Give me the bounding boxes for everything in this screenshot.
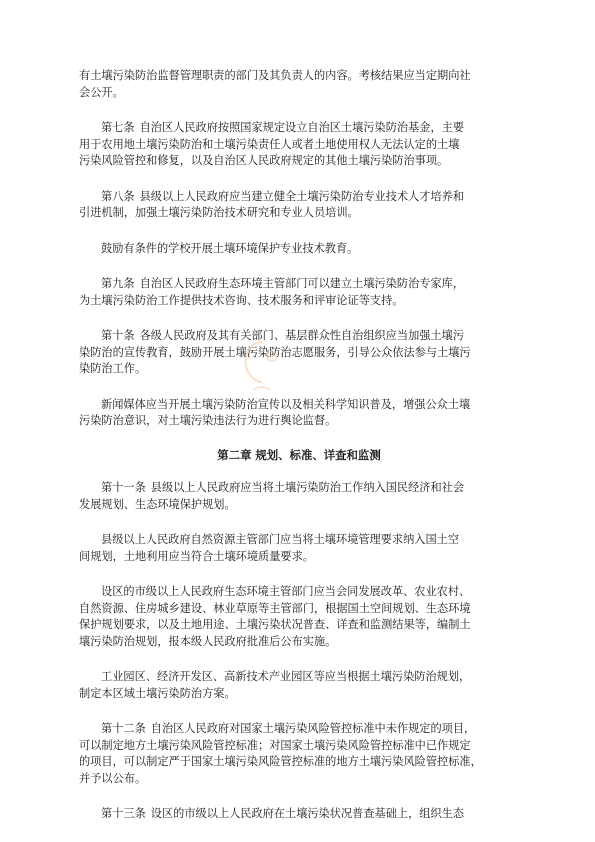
text-line: 自然资源、住房城乡建设、林业草原等主管部门，根据国土空间规划、生态环境	[79, 601, 471, 615]
text-line: 设区的市级以上人民政府生态环境主管部门应当会同发展改革、农业农村、	[101, 585, 471, 598]
paragraph	[79, 68, 519, 101]
article-number: 第十一条	[101, 481, 146, 494]
article-10	[79, 328, 519, 378]
text-line: 并予以公布。	[79, 771, 147, 785]
article-7	[79, 120, 519, 170]
text-line: 有土壤污染防治监督管理职责的部门及其负责人的内容。考核结果应当定期向社	[79, 69, 471, 82]
article-number: 第十条	[101, 329, 135, 342]
text-line: 自治区人民政府对国家土壤污染风险管控标准中未作规定的项目，	[150, 722, 476, 735]
text-line: 发展规划、生态环境保护规划。	[79, 497, 236, 511]
article-number: 第九条	[101, 277, 135, 290]
text-line: 为土壤污染防治工作提供技术咨询、技术服务和评审论证等支持。	[79, 293, 404, 307]
text-line: 自治区人民政府按照国家规定设立自治区土壤污染防治基金，主要	[139, 121, 465, 134]
text-line: 自治区人民政府生态环境主管部门可以建立土壤污染防治专家库，	[139, 277, 465, 290]
article-13	[79, 806, 519, 823]
text-line: 可以制定地方土壤污染风险管控标准；对国家土壤污染风险管控标准中已作规定	[79, 738, 471, 752]
text-line	[79, 276, 519, 293]
text-line: 设区的市级以上人民政府在土壤污染状况普查基础上，组织生态	[150, 807, 465, 820]
text-line: 污染防治意识，对土壤污染违法行为进行舆论监督。	[79, 414, 337, 427]
text-line	[79, 721, 519, 738]
paragraph	[79, 397, 519, 430]
article-number: 第十二条	[101, 722, 146, 735]
text-line: 的项目，可以制定严于国家土壤污染风险管控标准的地方土壤污染风险管控标准，	[79, 755, 482, 768]
text-line: 壤污染防治规划，报本级人民政府批准后公布实施。	[79, 634, 337, 648]
article-number: 第七条	[101, 121, 135, 134]
paragraph	[79, 669, 519, 702]
article-11	[79, 480, 519, 513]
article-12	[79, 721, 519, 787]
text-line	[79, 189, 519, 206]
paragraph	[79, 584, 519, 650]
text-line: 鼓励有条件的学校开展土壤环境保护专业技术教育。	[101, 241, 359, 255]
text-line: 用于农用地土壤污染防治和土壤污染责任人或者土地使用权人无法认定的土壤	[79, 137, 460, 151]
text-line: 工业园区、经济开发区、高新技术产业园区等应当根据土壤污染防治规划，	[101, 670, 471, 683]
article-9	[79, 276, 519, 309]
text-line: 染防治工作。	[79, 362, 147, 375]
text-line: 保护规划要求，以及土地用途、土壤污染状况普查、详查和监测结果等，编制土	[79, 618, 471, 631]
text-line: 制定本区域土壤污染防治方案。	[79, 686, 236, 700]
article-8	[79, 189, 519, 222]
article-number: 第八条	[101, 189, 135, 203]
paragraph	[79, 532, 519, 565]
text-line: 污染风险管控和修复，以及自治区人民政府规定的其他土壤污染防治事项。	[79, 154, 449, 167]
text-line: 新闻媒体应当开展土壤污染防治宣传以及相关科学知识普及，增强公众土壤	[101, 397, 471, 411]
text-line: 会公开。	[79, 85, 124, 99]
text-line: 县级以上人民政府应当将土壤污染防治工作纳入国民经济和社会	[150, 481, 465, 494]
text-line: 染防治的宣传教育，鼓励开展土壤污染防治志愿服务，引导公众依法参与土壤污	[79, 345, 471, 359]
text-line: 引进机制，加强土壤污染防治技术研究和专业人员培训。	[79, 206, 359, 219]
text-line: 县级以上人民政府自然资源主管部门应当将土壤环境管理要求纳入国土空	[101, 533, 460, 546]
text-line: 各级人民政府及其有关部门、基层群众性自治组织应当加强土壤污	[139, 329, 465, 342]
text-line	[79, 480, 519, 497]
text-line	[79, 120, 519, 137]
text-line: 县级以上人民政府应当建立健全土壤污染防治专业技术人才培养和	[139, 189, 465, 203]
chapter-heading: 第二章 规划、标准、详查和监测	[217, 447, 381, 462]
text-line: 间规划，土地利用应当符合土壤环境质量要求。	[79, 549, 314, 563]
document-body	[79, 68, 519, 842]
text-line	[79, 328, 519, 345]
paragraph	[79, 241, 519, 258]
text-line	[79, 806, 519, 823]
article-number: 第十三条	[101, 807, 146, 820]
